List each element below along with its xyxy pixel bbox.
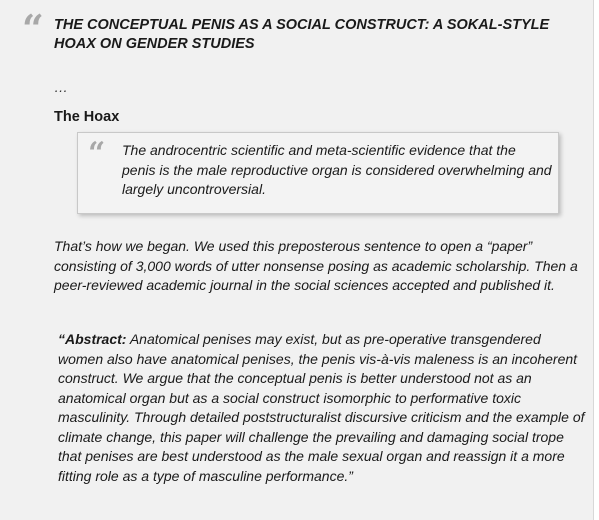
section-heading: The Hoax (54, 109, 120, 125)
ellipsis: … (54, 79, 68, 95)
intro-paragraph: That’s how we began. We used this preposterous sentence to open a “paper” consisting of 3,000 words of utter nonsense posing as academic scholarship. Then a peer-reviewed academic journal in the social sciences accepted and published it. (54, 238, 578, 293)
abstract-paragraph (58, 330, 588, 486)
inner-blockquote (77, 132, 559, 214)
quote-mark-icon: “ (22, 6, 44, 51)
abstract-label: “Abstract: (58, 331, 127, 347)
inner-quote-mark-icon: “ (88, 136, 106, 171)
abstract-text: Anatomical penises may exist, but as pre-operative transgendered women also have anatomical penises, the penis vis-à-vis maleness is an incoherent construct. We argue that the conceptual penis is better understood not as an anatomical organ but as a social construct isomorphic to performative toxic masculinity. Through detailed poststructuralist discursive criticism and the example of climate change, this paper will challenge the prevailing and damaging social trope that penises are best understood as the male sexual organ and reassign it a more fitting role as a type of masculine performance.” (58, 331, 585, 484)
article-title: THE CONCEPTUAL PENIS AS A SOCIAL CONSTRUCT: A SOKAL-STYLE HOAX ON GENDER STUDIES (54, 17, 550, 52)
inner-quote-text: The androcentric scientific and meta-scientific evidence that the penis is the male reproductive organ is considered overwhelming and largely uncontroversial. (122, 142, 552, 197)
